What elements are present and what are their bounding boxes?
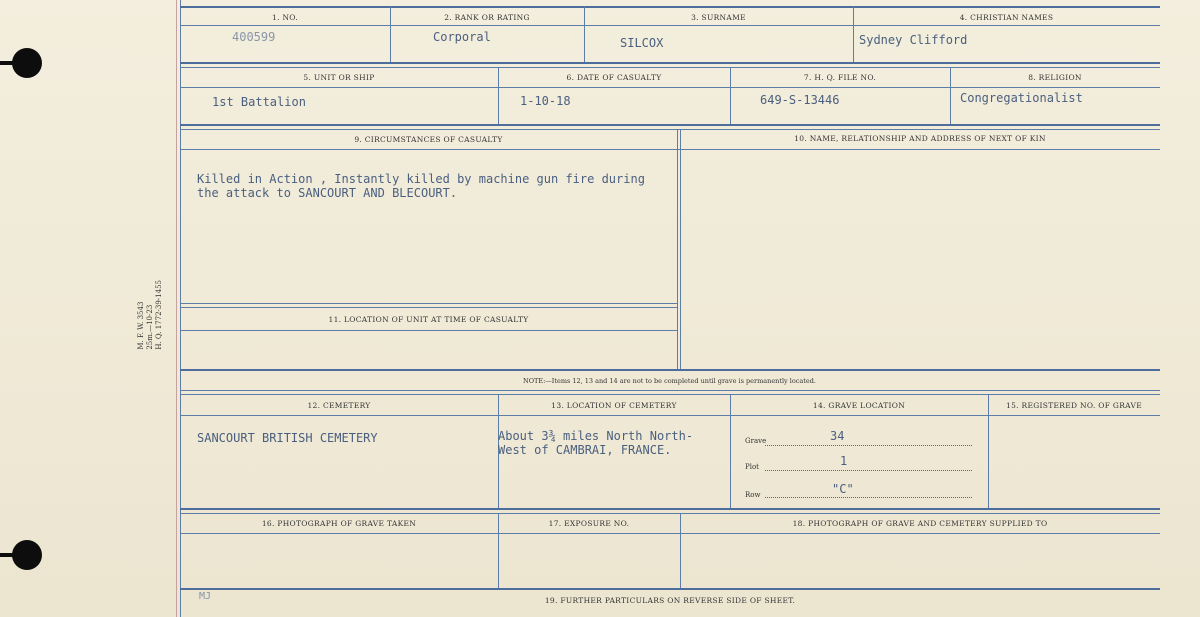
value-circumstances-line1: Killed in Action , Instantly killed by machine gun fire during <box>197 172 645 186</box>
label-date: 6. DATE OF CASUALTY <box>566 73 662 82</box>
value-circumstances-line2: the attack to SANCOURT AND BLECOURT. <box>197 186 458 200</box>
label-cemetery-location: 13. LOCATION OF CEMETERY <box>551 401 677 410</box>
label-circumstances: 9. CIRCUMSTANCES OF CASUALTY <box>354 135 503 144</box>
label-no: 1. NO. <box>272 13 298 22</box>
label-rank: 2. RANK OR RATING <box>444 13 530 22</box>
form-code: M. F. W. 3543 25m.—10-23 H. Q. 1772-39-1455 <box>137 280 163 350</box>
label-christian: 4. CHRISTIAN NAMES <box>959 13 1054 22</box>
label-plot: Plot <box>745 463 759 471</box>
binder-hole-bottom <box>12 540 42 570</box>
value-row: "C" <box>832 482 854 496</box>
label-row: Row <box>745 491 761 499</box>
value-unit: 1st Battalion <box>212 95 306 109</box>
value-cemetery-location-line2: West of CAMBRAI, FRANCE. <box>498 443 672 457</box>
label-registered-no: 15. REGISTERED NO. OF GRAVE <box>1006 401 1142 410</box>
label-exposure: 17. EXPOSURE NO. <box>548 519 630 528</box>
label-surname: 3. SURNAME <box>691 13 746 22</box>
label-grave: Grave <box>745 437 767 445</box>
label-grave-location: 14. GRAVE LOCATION <box>812 401 906 410</box>
label-next-of-kin: 10. NAME, RELATIONSHIP AND ADDRESS OF NEXT OF KIN <box>794 134 1046 143</box>
label-location-unit: 11. LOCATION OF UNIT AT TIME OF CASUALTY <box>328 315 529 324</box>
value-religion: Congregationalist <box>960 91 1083 105</box>
label-unit: 5. UNIT OR SHIP <box>303 73 375 82</box>
label-religion: 8. RELIGION <box>1028 73 1082 82</box>
value-grave: 34 <box>830 429 845 443</box>
label-photograph: 16. PHOTOGRAPH OF GRAVE TAKEN <box>261 519 417 528</box>
value-plot: 1 <box>840 454 848 468</box>
binder-hole-top <box>12 48 42 78</box>
label-cemetery: 12. CEMETERY <box>307 401 371 410</box>
value-cemetery-location-line1: About 3¾ miles North North- <box>498 429 694 443</box>
label-hq: 7. H. Q. FILE NO. <box>803 73 877 82</box>
value-cemetery: SANCOURT BRITISH CEMETERY <box>197 431 378 445</box>
note-text: NOTE:—Items 12, 13 and 14 are not to be completed until grave is permanently located. <box>523 377 816 385</box>
value-surname: SILCOX <box>620 36 664 50</box>
value-hq: 649-S-13446 <box>760 93 840 107</box>
initials: MJ <box>199 591 212 602</box>
value-date: 1-10-18 <box>520 94 571 108</box>
value-christian: Sydney Clifford <box>859 33 968 47</box>
label-photograph-supplied: 18. PHOTOGRAPH OF GRAVE AND CEMETERY SUPPLIED TO <box>792 519 1048 528</box>
value-no: 400599 <box>232 30 276 44</box>
value-rank: Corporal <box>433 30 491 44</box>
footer-text: 19. FURTHER PARTICULARS ON REVERSE SIDE OF SHEET. <box>544 596 796 605</box>
